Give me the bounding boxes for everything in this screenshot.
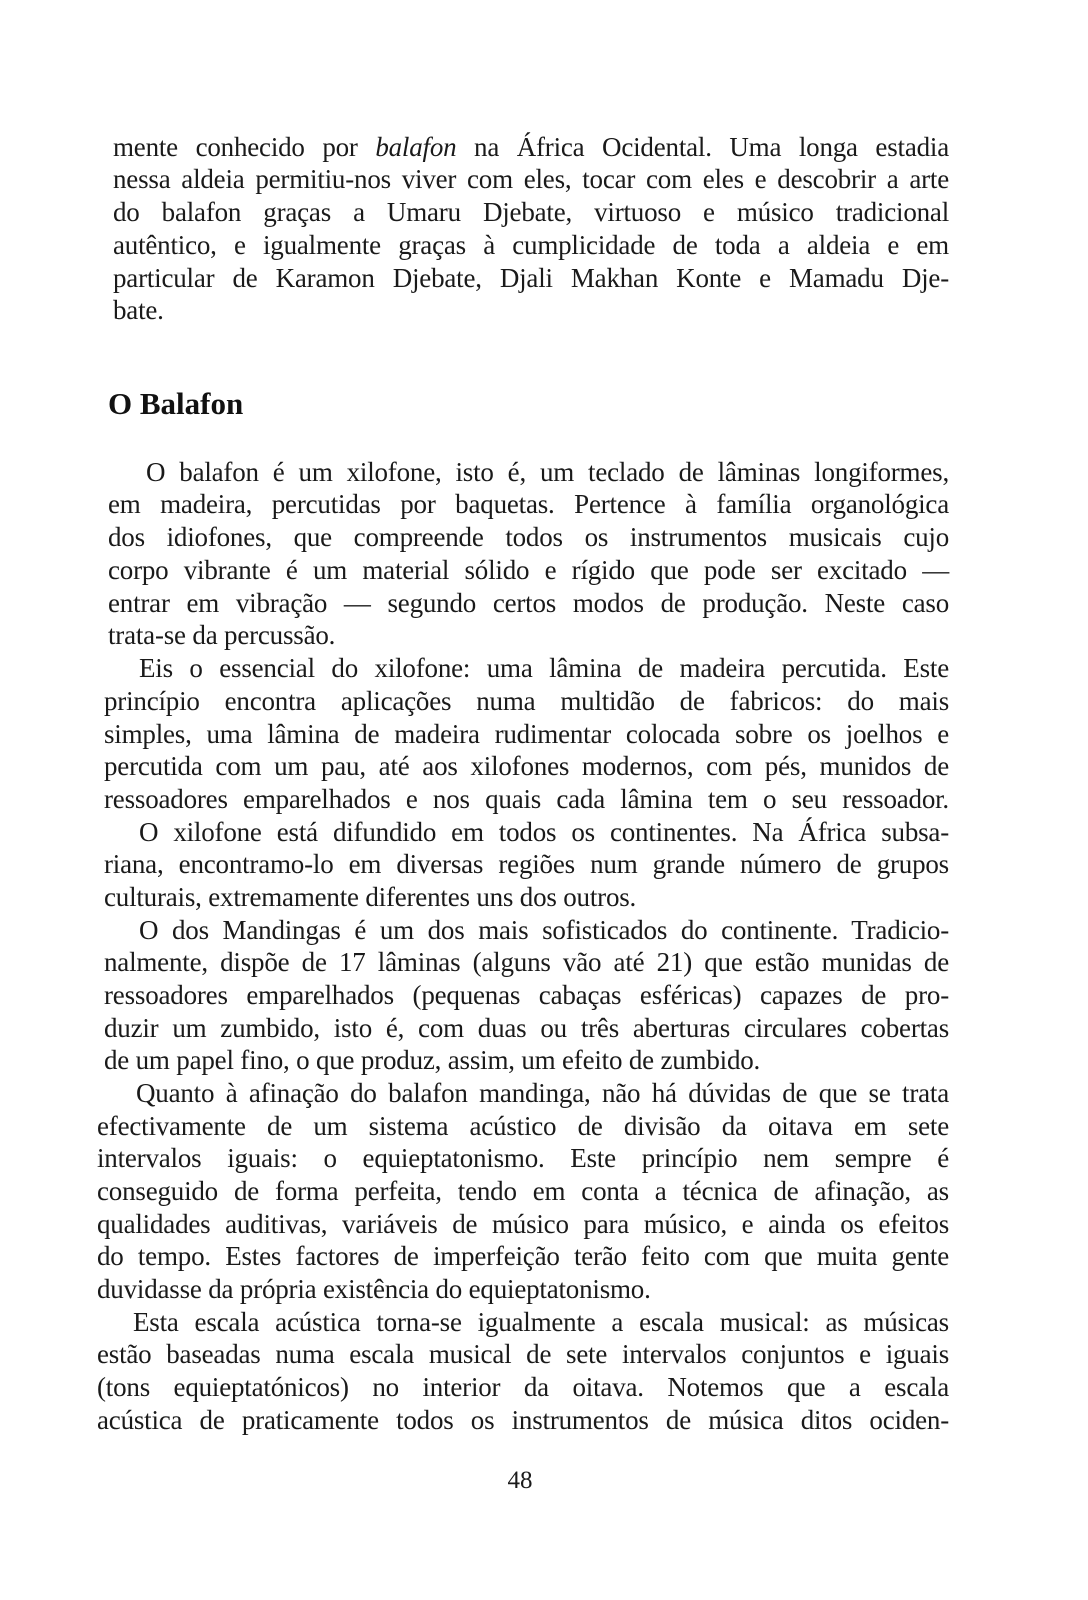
intro-line-1-rest: na África Ocidental. Uma longa estadia xyxy=(456,132,949,162)
body-line-7: Eis o essencial do xilofone: uma lâmina de madeira percutida. Este xyxy=(139,653,949,683)
body-line-15: O dos Mandingas é um dos mais sofisticados do continente. Tradicio- xyxy=(139,915,949,945)
body-line-14: culturais, extremamente diferentes uns dos outros. xyxy=(104,882,637,912)
body-line-4: corpo vibrante é um material sólido e rígido que pode ser excitado — xyxy=(108,555,949,585)
body-line-21: efectivamente de um sistema acústico de divisão da oitava em sete xyxy=(97,1111,949,1141)
intro-line-1 xyxy=(113,131,949,163)
body-line-11: ressoadores emparelhados e nos quais cada lâmina tem o seu ressoador. xyxy=(104,784,949,814)
body-line-28: estão baseadas numa escala musical de sete intervalos conjuntos e iguais xyxy=(97,1339,949,1369)
body-line-9: simples, uma lâmina de madeira rudimentar colocada sobre os joelhos e xyxy=(104,719,949,749)
body-line-2: em madeira, percutidas por baquetas. Pertence à família organológica xyxy=(108,489,949,519)
page-number: 48 xyxy=(507,1467,533,1494)
body-line-1: O balafon é um xilofone, isto é, um teclado de lâminas longiformes, xyxy=(146,457,949,487)
section-heading: O Balafon xyxy=(108,386,244,421)
body-line-22: intervalos iguais: o equieptatonismo. Este princípio nem sempre é xyxy=(97,1143,949,1173)
intro-line-6: bate. xyxy=(113,295,164,325)
intro-line-5: particular de Karamon Djebate, Djali Makhan Konte e Mamadu Dje- xyxy=(113,263,949,293)
body-line-5: entrar em vibração — segundo certos modos de produção. Neste caso xyxy=(108,588,949,618)
body-line-10: percutida com um pau, até aos xilofones modernos, com pés, munidos de xyxy=(104,751,949,781)
body-line-23: conseguido de forma perfeita, tendo em conta a técnica de afinação, as xyxy=(97,1176,949,1206)
body-line-24: qualidades auditivas, variáveis de músico para músico, e ainda os efeitos xyxy=(97,1209,949,1239)
body-line-25: do tempo. Estes factores de imperfeição terão feito com que muita gente xyxy=(97,1241,949,1271)
body-line-3: dos idiofones, que compreende todos os instrumentos musicais cujo xyxy=(108,522,949,552)
intro-line-2: nessa aldeia permitiu-nos viver com eles, tocar com eles e descobrir a arte xyxy=(113,164,949,194)
intro-line-3: do balafon graças a Umaru Djebate, virtuoso e músico tradicional xyxy=(113,197,949,227)
body-line-8: princípio encontra aplicações numa multidão de fabricos: do mais xyxy=(104,686,949,716)
body-line-27: Esta escala acústica torna-se igualmente a escala musical: as músicas xyxy=(133,1307,949,1337)
body-line-30: acústica de praticamente todos os instrumentos de música ditos ociden- xyxy=(97,1405,949,1435)
body-line-19: de um papel fino, o que produz, assim, um efeito de zumbido. xyxy=(104,1045,761,1075)
body-line-29: (tons equieptatónicos) no interior da oitava. Notemos que a escala xyxy=(97,1372,949,1402)
body-line-26: duvidasse da própria existência do equieptatonismo. xyxy=(97,1274,651,1304)
body-line-18: duzir um zumbido, isto é, com duas ou três aberturas circulares cobertas xyxy=(104,1013,949,1043)
body-line-20: Quanto à afinação do balafon mandinga, não há dúvidas de que se trata xyxy=(136,1078,949,1108)
body-line-12: O xilofone está difundido em todos os continentes. Na África subsa- xyxy=(139,817,949,847)
italic-term: balafon xyxy=(375,132,457,162)
intro-line-4: autêntico, e igualmente graças à cumplicidade de toda a aldeia e em xyxy=(113,230,949,260)
body-line-17: ressoadores emparelhados (pequenas cabaças esféricas) capazes de pro- xyxy=(104,980,949,1010)
body-line-6: trata-se da percussão. xyxy=(108,620,336,650)
body-line-16: nalmente, dispõe de 17 lâminas (alguns vão até 21) que estão munidas de xyxy=(104,947,949,977)
intro-line-1-start: mente conhecido por xyxy=(113,132,376,162)
body-line-13: riana, encontramo-lo em diversas regiões num grande número de grupos xyxy=(104,849,949,879)
